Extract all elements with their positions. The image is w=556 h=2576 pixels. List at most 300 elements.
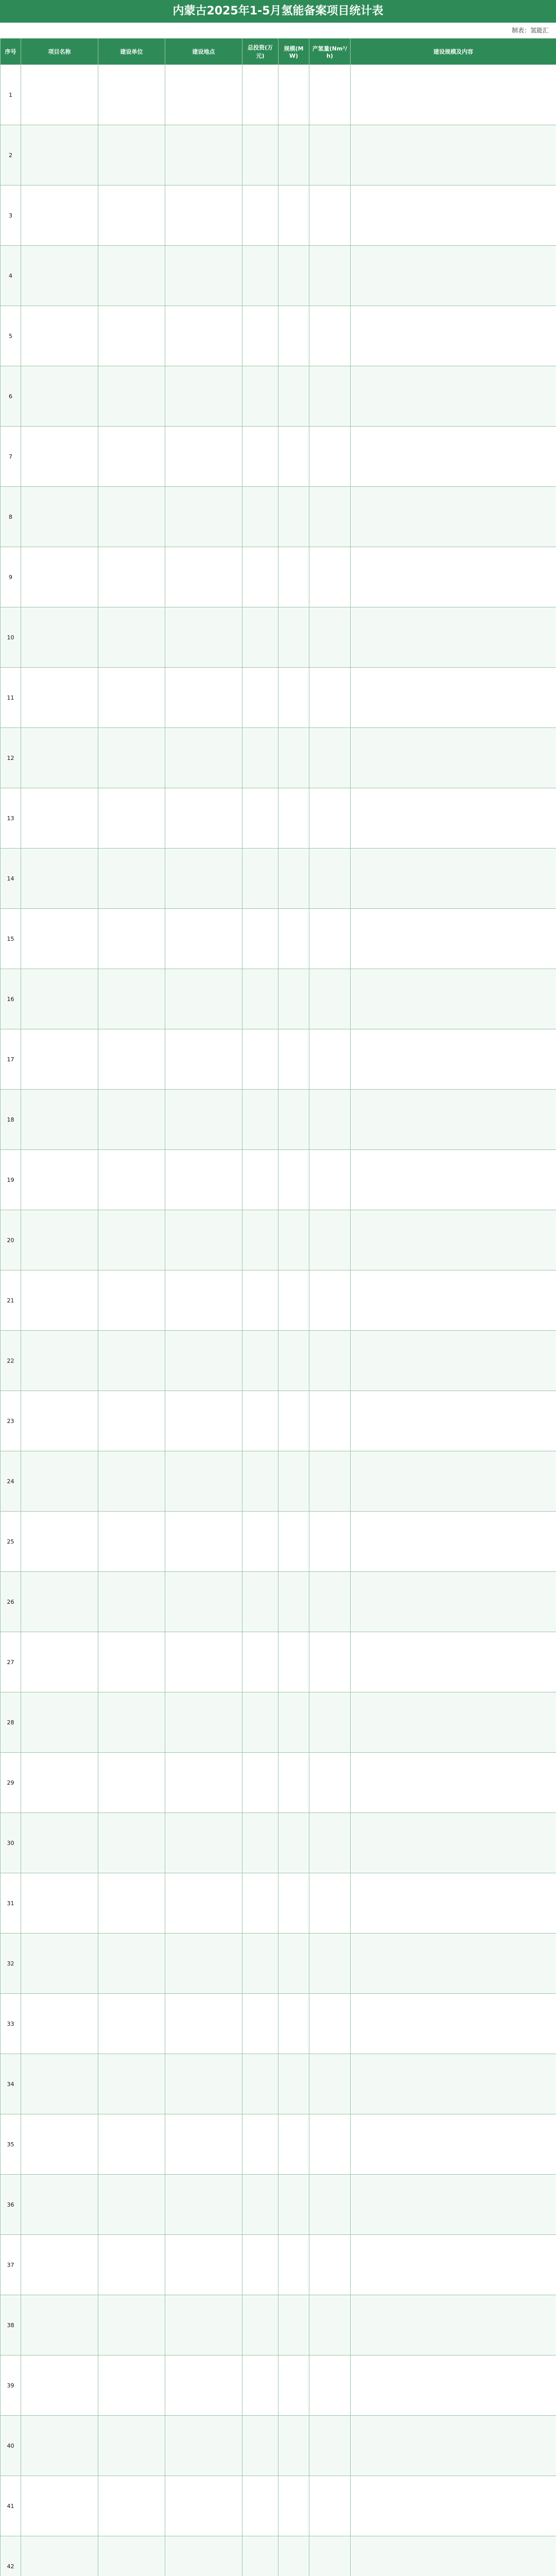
row-number: 9	[1, 547, 21, 607]
project-name	[21, 65, 98, 125]
hydrogen-output	[309, 1512, 351, 1572]
builder	[98, 1934, 165, 1994]
project-name	[21, 246, 98, 306]
location	[165, 1090, 242, 1150]
location	[165, 728, 242, 788]
capacity	[279, 1150, 309, 1210]
investment	[242, 607, 279, 668]
project-name	[21, 366, 98, 427]
builder	[98, 1270, 165, 1331]
capacity	[279, 2295, 309, 2355]
capacity	[279, 1692, 309, 1753]
table-row	[1, 1451, 556, 1512]
location	[165, 1331, 242, 1391]
project-name	[21, 788, 98, 849]
location	[165, 1270, 242, 1331]
builder	[98, 2536, 165, 2576]
project-name	[21, 427, 98, 487]
investment	[242, 1934, 279, 1994]
project-name	[21, 2054, 98, 2114]
hydrogen-output	[309, 306, 351, 366]
hydrogen-output	[309, 185, 351, 246]
project-content	[351, 246, 556, 306]
capacity	[279, 1753, 309, 1813]
builder	[98, 65, 165, 125]
builder	[98, 1873, 165, 1934]
table-row	[1, 1090, 556, 1150]
row-number: 27	[1, 1632, 21, 1692]
location	[165, 246, 242, 306]
row-number: 11	[1, 668, 21, 728]
table-row	[1, 607, 556, 668]
investment	[242, 1512, 279, 1572]
builder	[98, 2114, 165, 2175]
project-name	[21, 125, 98, 185]
location	[165, 65, 242, 125]
investment	[242, 909, 279, 969]
capacity	[279, 427, 309, 487]
project-name	[21, 728, 98, 788]
project-name	[21, 909, 98, 969]
capacity	[279, 2536, 309, 2576]
investment	[242, 1632, 279, 1692]
project-content	[351, 185, 556, 246]
capacity	[279, 728, 309, 788]
table-row	[1, 909, 556, 969]
hydrogen-output	[309, 1934, 351, 1994]
project-content	[351, 728, 556, 788]
project-name	[21, 1331, 98, 1391]
builder	[98, 185, 165, 246]
investment	[242, 1090, 279, 1150]
project-content	[351, 1934, 556, 1994]
capacity	[279, 849, 309, 909]
location	[165, 909, 242, 969]
project-content	[351, 1994, 556, 2054]
hydrogen-output	[309, 2416, 351, 2476]
builder	[98, 1692, 165, 1753]
hydrogen-output	[309, 788, 351, 849]
builder	[98, 2416, 165, 2476]
table-row	[1, 2114, 556, 2175]
table-row	[1, 1753, 556, 1813]
investment	[242, 1572, 279, 1632]
projects-table	[0, 38, 556, 2576]
investment	[242, 849, 279, 909]
row-number: 15	[1, 909, 21, 969]
builder	[98, 2054, 165, 2114]
capacity	[279, 1270, 309, 1331]
hydrogen-output	[309, 1090, 351, 1150]
project-name	[21, 1572, 98, 1632]
location	[165, 547, 242, 607]
column-header: 建设地点	[165, 39, 242, 65]
project-content	[351, 668, 556, 728]
project-name	[21, 2295, 98, 2355]
investment	[242, 1451, 279, 1512]
project-content	[351, 909, 556, 969]
project-content	[351, 969, 556, 1029]
builder	[98, 306, 165, 366]
table-row	[1, 1934, 556, 1994]
builder	[98, 1753, 165, 1813]
project-content	[351, 366, 556, 427]
hydrogen-output	[309, 125, 351, 185]
row-number: 32	[1, 1934, 21, 1994]
table-body	[1, 65, 556, 2576]
capacity	[279, 1934, 309, 1994]
project-content	[351, 2416, 556, 2476]
table-row	[1, 246, 556, 306]
hydrogen-output	[309, 1451, 351, 1512]
table-row	[1, 728, 556, 788]
project-content	[351, 2476, 556, 2536]
capacity	[279, 2476, 309, 2536]
capacity	[279, 1391, 309, 1451]
capacity	[279, 1512, 309, 1572]
location	[165, 788, 242, 849]
project-name	[21, 2476, 98, 2536]
capacity	[279, 1029, 309, 1090]
row-number: 13	[1, 788, 21, 849]
investment	[242, 728, 279, 788]
table-row	[1, 1632, 556, 1692]
row-number: 16	[1, 969, 21, 1029]
location	[165, 2054, 242, 2114]
builder	[98, 728, 165, 788]
project-content	[351, 1512, 556, 1572]
investment	[242, 1873, 279, 1934]
builder	[98, 1813, 165, 1873]
capacity	[279, 2416, 309, 2476]
table-source: 制表：氢能汇	[511, 27, 549, 34]
capacity	[279, 1210, 309, 1270]
table-row	[1, 1994, 556, 2054]
capacity	[279, 2114, 309, 2175]
project-name	[21, 2355, 98, 2416]
hydrogen-output	[309, 2536, 351, 2576]
row-number: 28	[1, 1692, 21, 1753]
location	[165, 306, 242, 366]
builder	[98, 1391, 165, 1451]
capacity	[279, 1632, 309, 1692]
table-row	[1, 2054, 556, 2114]
hydrogen-output	[309, 1150, 351, 1210]
location	[165, 969, 242, 1029]
hydrogen-output	[309, 2235, 351, 2295]
builder	[98, 1632, 165, 1692]
investment	[242, 246, 279, 306]
capacity	[279, 1451, 309, 1512]
row-number: 7	[1, 427, 21, 487]
investment	[242, 668, 279, 728]
table-row	[1, 1210, 556, 1270]
location	[165, 1692, 242, 1753]
table-header-row	[1, 39, 556, 65]
hydrogen-output	[309, 728, 351, 788]
location	[165, 2295, 242, 2355]
capacity	[279, 1331, 309, 1391]
hydrogen-output	[309, 366, 351, 427]
investment	[242, 2114, 279, 2175]
project-content	[351, 2295, 556, 2355]
hydrogen-output	[309, 909, 351, 969]
project-content	[351, 788, 556, 849]
investment	[242, 487, 279, 547]
hydrogen-output	[309, 1270, 351, 1331]
project-name	[21, 1753, 98, 1813]
hydrogen-output	[309, 1029, 351, 1090]
investment	[242, 366, 279, 427]
hydrogen-output	[309, 1391, 351, 1451]
builder	[98, 487, 165, 547]
investment	[242, 2295, 279, 2355]
project-content	[351, 547, 556, 607]
row-number: 36	[1, 2175, 21, 2235]
row-number: 17	[1, 1029, 21, 1090]
location	[165, 2476, 242, 2536]
investment	[242, 1150, 279, 1210]
builder	[98, 1994, 165, 2054]
location	[165, 427, 242, 487]
row-number: 22	[1, 1331, 21, 1391]
builder	[98, 909, 165, 969]
builder	[98, 1029, 165, 1090]
project-name	[21, 2536, 98, 2576]
location	[165, 2235, 242, 2295]
row-number: 14	[1, 849, 21, 909]
hydrogen-output	[309, 2175, 351, 2235]
project-content	[351, 1572, 556, 1632]
builder	[98, 2235, 165, 2295]
capacity	[279, 2355, 309, 2416]
builder	[98, 246, 165, 306]
builder	[98, 607, 165, 668]
project-content	[351, 1270, 556, 1331]
project-name	[21, 1210, 98, 1270]
investment	[242, 547, 279, 607]
project-name	[21, 2416, 98, 2476]
row-number: 1	[1, 65, 21, 125]
builder	[98, 2175, 165, 2235]
table-row	[1, 1813, 556, 1873]
project-name	[21, 1451, 98, 1512]
project-name	[21, 487, 98, 547]
investment	[242, 1391, 279, 1451]
table-row	[1, 849, 556, 909]
investment	[242, 2476, 279, 2536]
project-content	[351, 1391, 556, 1451]
hydrogen-output	[309, 1331, 351, 1391]
location	[165, 2355, 242, 2416]
location	[165, 1451, 242, 1512]
project-name	[21, 185, 98, 246]
builder	[98, 668, 165, 728]
builder	[98, 1090, 165, 1150]
builder	[98, 2355, 165, 2416]
location	[165, 1029, 242, 1090]
table-row	[1, 1692, 556, 1753]
project-content	[351, 1210, 556, 1270]
capacity	[279, 909, 309, 969]
project-name	[21, 607, 98, 668]
project-content	[351, 1150, 556, 1210]
investment	[242, 2235, 279, 2295]
investment	[242, 2536, 279, 2576]
row-number: 40	[1, 2416, 21, 2476]
project-content	[351, 125, 556, 185]
capacity	[279, 1090, 309, 1150]
project-content	[351, 487, 556, 547]
row-number: 31	[1, 1873, 21, 1934]
page-title: 内蒙古2025年1-5月氢能备案项目统计表	[0, 0, 556, 23]
project-name	[21, 1029, 98, 1090]
capacity	[279, 668, 309, 728]
location	[165, 2536, 242, 2576]
table-row	[1, 969, 556, 1029]
table-row	[1, 2175, 556, 2235]
project-name	[21, 1934, 98, 1994]
capacity	[279, 2175, 309, 2235]
table-row	[1, 2355, 556, 2416]
table-row	[1, 1029, 556, 1090]
investment	[242, 1210, 279, 1270]
capacity	[279, 246, 309, 306]
table-row	[1, 1512, 556, 1572]
project-name	[21, 668, 98, 728]
row-number: 20	[1, 1210, 21, 1270]
project-content	[351, 2235, 556, 2295]
row-number: 25	[1, 1512, 21, 1572]
row-number: 6	[1, 366, 21, 427]
investment	[242, 1753, 279, 1813]
table-row	[1, 1270, 556, 1331]
project-content	[351, 849, 556, 909]
column-header: 建设规模及内容	[351, 39, 556, 65]
table-row	[1, 1150, 556, 1210]
table-row	[1, 1572, 556, 1632]
row-number: 8	[1, 487, 21, 547]
hydrogen-output	[309, 547, 351, 607]
project-name	[21, 2175, 98, 2235]
project-content	[351, 65, 556, 125]
builder	[98, 547, 165, 607]
hydrogen-output	[309, 2355, 351, 2416]
row-number: 35	[1, 2114, 21, 2175]
project-name	[21, 1692, 98, 1753]
row-number: 3	[1, 185, 21, 246]
project-content	[351, 2114, 556, 2175]
investment	[242, 1692, 279, 1753]
investment	[242, 125, 279, 185]
hydrogen-output	[309, 1813, 351, 1873]
investment	[242, 1029, 279, 1090]
project-content	[351, 1753, 556, 1813]
hydrogen-output	[309, 1692, 351, 1753]
row-number: 38	[1, 2295, 21, 2355]
project-name	[21, 1090, 98, 1150]
column-header: 总投资(万元)	[242, 39, 279, 65]
hydrogen-output	[309, 1632, 351, 1692]
project-name	[21, 547, 98, 607]
hydrogen-output	[309, 2476, 351, 2536]
hydrogen-output	[309, 246, 351, 306]
location	[165, 1873, 242, 1934]
investment	[242, 969, 279, 1029]
hydrogen-output	[309, 668, 351, 728]
project-name	[21, 1270, 98, 1331]
project-name	[21, 1994, 98, 2054]
project-name	[21, 2235, 98, 2295]
row-number: 2	[1, 125, 21, 185]
project-name	[21, 1391, 98, 1451]
hydrogen-output	[309, 2114, 351, 2175]
investment	[242, 2054, 279, 2114]
table-row	[1, 2416, 556, 2476]
project-content	[351, 2536, 556, 2576]
row-number: 29	[1, 1753, 21, 1813]
row-number: 4	[1, 246, 21, 306]
project-content	[351, 1632, 556, 1692]
project-content	[351, 2054, 556, 2114]
builder	[98, 1572, 165, 1632]
project-content	[351, 427, 556, 487]
hydrogen-output	[309, 1994, 351, 2054]
table-row	[1, 2536, 556, 2576]
hydrogen-output	[309, 2054, 351, 2114]
location	[165, 2416, 242, 2476]
location	[165, 1150, 242, 1210]
project-content	[351, 1029, 556, 1090]
builder	[98, 125, 165, 185]
capacity	[279, 1873, 309, 1934]
table-row	[1, 2235, 556, 2295]
project-name	[21, 1150, 98, 1210]
table-row	[1, 788, 556, 849]
project-name	[21, 2114, 98, 2175]
project-content	[351, 306, 556, 366]
builder	[98, 2476, 165, 2536]
table-row	[1, 547, 556, 607]
row-number: 26	[1, 1572, 21, 1632]
builder	[98, 969, 165, 1029]
project-content	[351, 1451, 556, 1512]
row-number: 18	[1, 1090, 21, 1150]
project-name	[21, 1632, 98, 1692]
table-row	[1, 125, 556, 185]
builder	[98, 1512, 165, 1572]
project-content	[351, 607, 556, 668]
builder	[98, 1150, 165, 1210]
location	[165, 1813, 242, 1873]
capacity	[279, 185, 309, 246]
table-row	[1, 668, 556, 728]
table-row	[1, 2476, 556, 2536]
row-number: 41	[1, 2476, 21, 2536]
location	[165, 366, 242, 427]
location	[165, 1512, 242, 1572]
table-row	[1, 306, 556, 366]
column-header: 序号	[1, 39, 21, 65]
builder	[98, 427, 165, 487]
location	[165, 487, 242, 547]
location	[165, 125, 242, 185]
location	[165, 1391, 242, 1451]
investment	[242, 1813, 279, 1873]
hydrogen-output	[309, 1753, 351, 1813]
investment	[242, 2416, 279, 2476]
location	[165, 1994, 242, 2054]
